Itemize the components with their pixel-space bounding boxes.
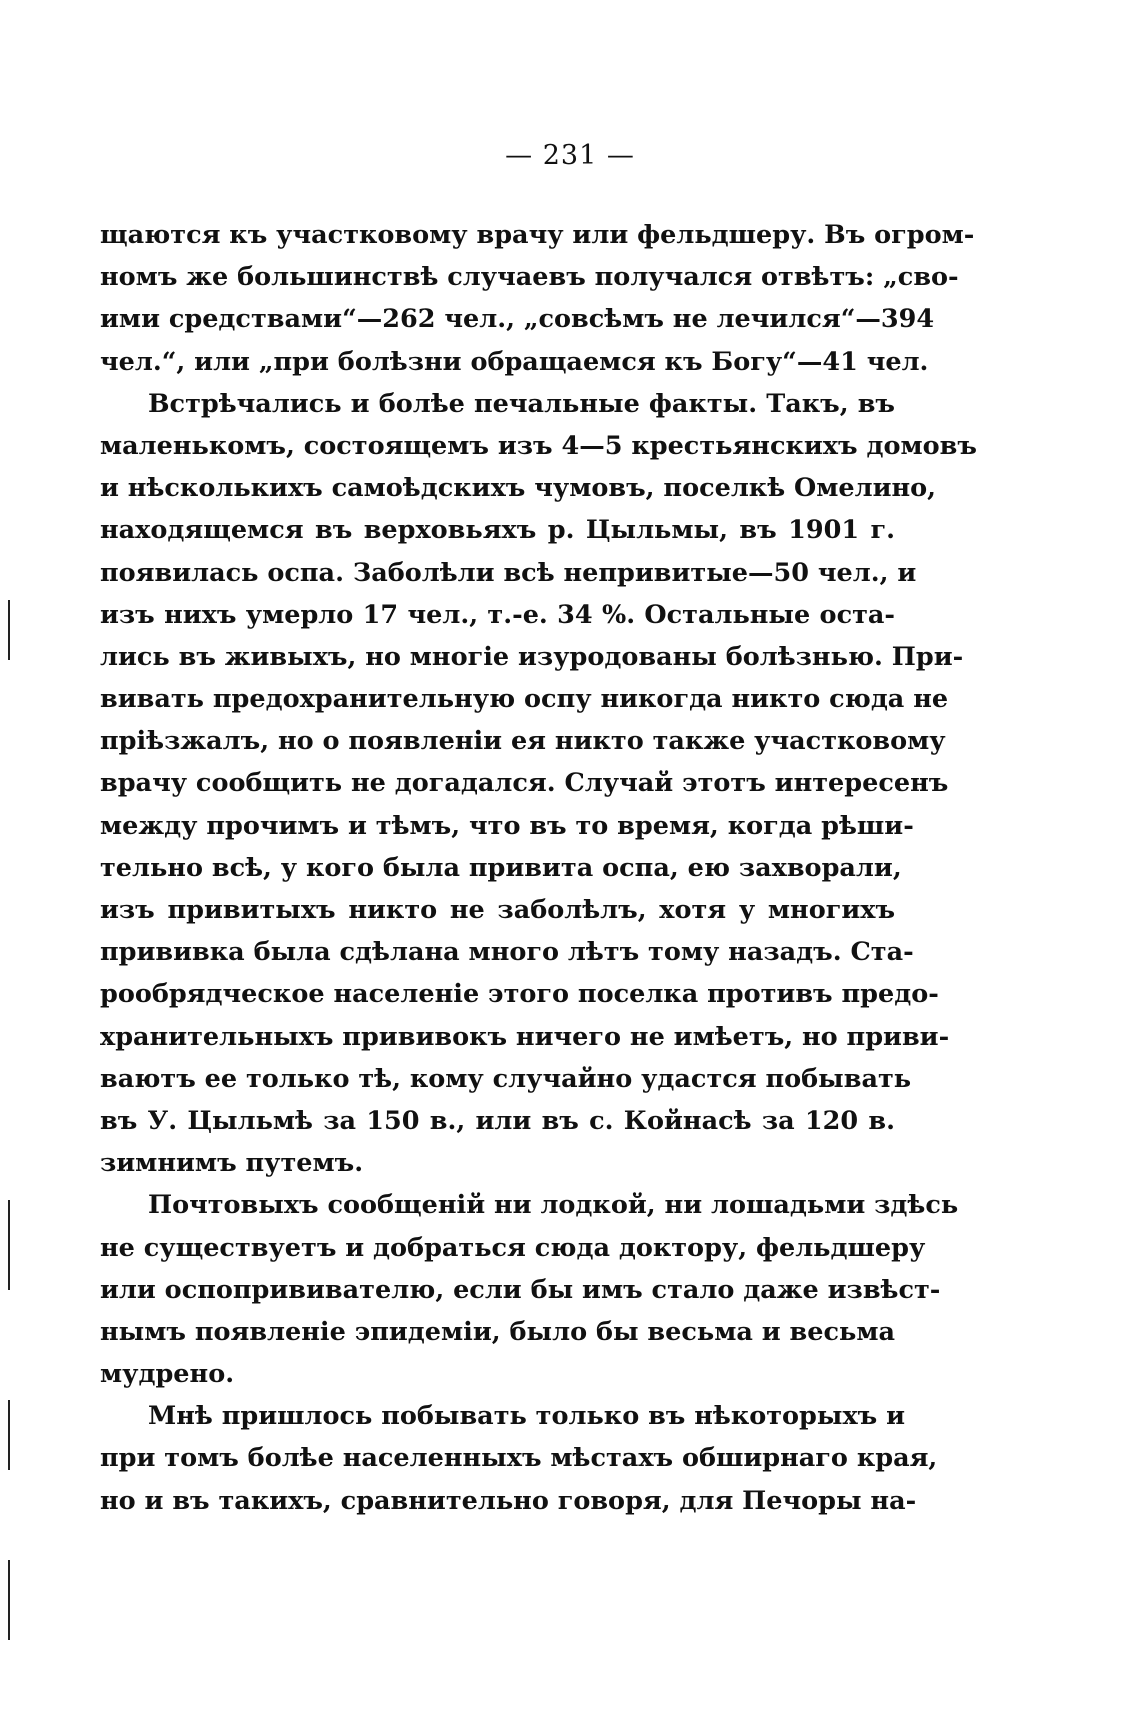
paragraph [100, 1395, 938, 1522]
text-line: не существуетъ и добраться сюда доктору, фельдшеру [100, 1232, 926, 1263]
text-line: Встрѣчались и болѣе печальные факты. Такъ, въ [148, 388, 895, 419]
paragraph [100, 214, 975, 383]
scan-edge-mark [8, 1200, 10, 1290]
text-line: ими средствами“—262 чел., „совсѣмъ не лечился“—394 [100, 304, 935, 335]
text-line: щаются къ участковому врачу или фельдшеру. Въ огром- [100, 220, 975, 250]
text-line: нымъ появленіе эпидеміи, было бы весьма и весьма [100, 1316, 895, 1347]
text-line: мудрено. [100, 1359, 235, 1390]
text-line: но и въ такихъ, сравнительно говоря, для Печоры на- [100, 1485, 917, 1516]
text-line: хранительныхъ прививокъ ничего не имѣетъ, но приви- [100, 1021, 950, 1052]
text-line: вивать предохранительную оспу никогда никто сюда не [100, 684, 949, 715]
page-number: — 231 — [505, 140, 635, 171]
text-line: чел.“, или „при болѣзни обращаемся къ Богу“—41 чел. [100, 346, 929, 377]
text-line: пріѣзжалъ, но о появленіи ея никто также участковому [100, 726, 946, 757]
text-line: находящемся въ верховьяхъ р. Цыльмы, въ 1901 г. [100, 515, 895, 546]
text-line: врачу сообщить не догадался. Случай этотъ интересенъ [100, 768, 949, 799]
text-line: рообрядческое населеніе этого поселка противъ предо- [100, 979, 939, 1010]
body-text [100, 214, 977, 1522]
text-line: прививка была сдѣлана много лѣтъ тому назадъ. Ста- [100, 937, 914, 968]
scan-edge-mark [8, 1400, 10, 1470]
text-line: Мнѣ пришлось побывать только въ нѣкоторыхъ и [148, 1401, 906, 1432]
text-line: тельно всѣ, у кого была привита оспа, ею захворали, [100, 852, 902, 883]
text-line: при томъ болѣе населенныхъ мѣстахъ обширнаго края, [100, 1443, 938, 1474]
scan-edge-mark [8, 600, 10, 660]
text-line: лись въ живыхъ, но многіе изуродованы болѣзнью. При- [100, 641, 964, 672]
text-line: номъ же большинствѣ случаевъ получался отвѣтъ: „сво- [100, 262, 959, 293]
text-line: маленькомъ, состоящемъ изъ 4—5 крестьянскихъ домовъ [100, 430, 977, 461]
text-line: появилась оспа. Заболѣли всѣ непривитые—50 чел., и [100, 557, 917, 588]
scan-edge-mark [8, 1560, 10, 1640]
text-line: Почтовыхъ сообщеній ни лодкой, ни лошадьми здѣсь [148, 1190, 959, 1221]
text-line: изъ нихъ умерло 17 чел., т.-е. 34 %. Остальные оста- [100, 599, 895, 630]
text-line: между прочимъ и тѣмъ, что въ то время, когда рѣши- [100, 810, 914, 841]
text-line: или оспопрививателю, если бы имъ стало даже извѣст- [100, 1274, 941, 1305]
text-line: въ У. Цыльмѣ за 150 в., или въ с. Койнасѣ за 120 в. [100, 1105, 895, 1136]
paragraph [100, 1184, 959, 1395]
text-line: и нѣсколькихъ самоѣдскихъ чумовъ, поселкѣ Омелино, [100, 473, 937, 504]
paragraph [100, 383, 977, 1185]
text-line: изъ привитыхъ никто не заболѣлъ, хотя у многихъ [100, 895, 895, 925]
text-line: зимнимъ путемъ. [100, 1148, 364, 1179]
text-line: ваютъ ее только тѣ, кому случайно удастся побывать [100, 1063, 912, 1094]
